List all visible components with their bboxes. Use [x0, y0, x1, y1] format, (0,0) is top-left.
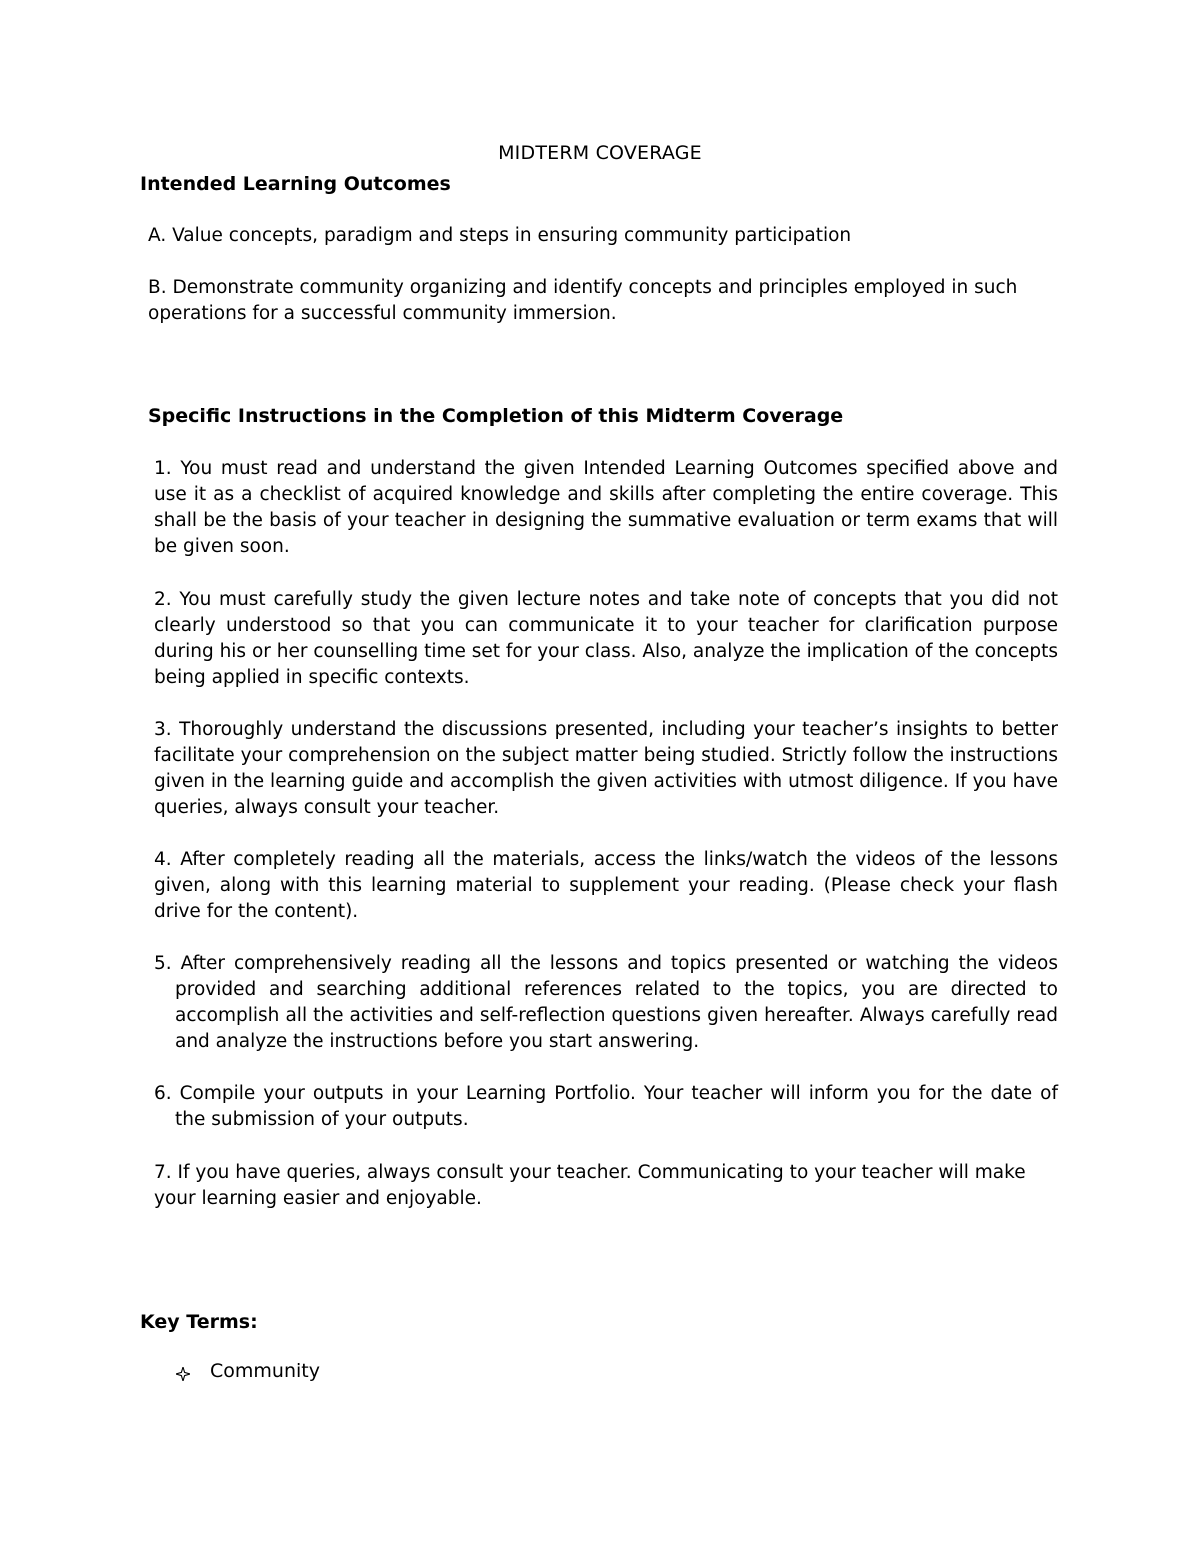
instruction-item-1: 1. You must read and understand the given Intended Learning Outcomes specified above and use it as a checklist of acquired knowledge and skills after completing the entire coverage. This shall be the basis of your teacher in designing the summative evaluation or term exams that will be given soon.: [154, 458, 1058, 557]
ilo-item-a: A. Value concepts, paradigm and steps in ensuring community participation: [148, 225, 852, 246]
instruction-item-6: 6. Compile your outputs in your Learning Portfolio. Your teacher will inform you for the date of the submission of your outputs.: [154, 1083, 1058, 1130]
ilo-heading: Intended Learning Outcomes: [140, 173, 451, 195]
instruction-item-5: 5. After comprehensively reading all the lessons and topics presented or watching the videos provided and searching additional references related to the topics, you are directed to accomplish all the activities and self-reflection questions given hereafter. Always carefully read and analyze the instructions before you start answering.: [154, 953, 1058, 1052]
instruction-item-7: 7. If you have queries, always consult your teacher. Communicating to your teacher will make your learning easier and enjoyable.: [154, 1162, 1026, 1209]
instruction-item-3: 3. Thoroughly understand the discussions presented, including your teacher’s insights to better facilitate your comprehension on the subject matter being studied. Strictly follow the instructions given in the learning guide and accomplish the given activities with utmost diligence. If you have queries, always consult your teacher.: [154, 719, 1058, 818]
ilo-item-b: B. Demonstrate community organizing and identify concepts and principles employed in such operations for a successful community immersion.: [148, 277, 1018, 324]
instruction-item-4: 4. After completely reading all the materials, access the links/watch the videos of the lessons given, along with this learning material to supplement your reading. (Please check your flash drive for the content).: [154, 849, 1058, 922]
key-terms-heading: Key Terms:: [140, 1311, 258, 1333]
instructions-heading: Specific Instructions in the Completion of this Midterm Coverage: [148, 405, 844, 427]
key-term-label: Community: [210, 1360, 320, 1382]
diamond-bullet-icon: [176, 1364, 190, 1378]
instruction-item-2: 2. You must carefully study the given lecture notes and take note of concepts that you did not clearly understood so that you can communicate it to your teacher for clarification purpose during his or her counselling time set for your class. Also, analyze the implication of the concepts being applied in specific contexts.: [154, 589, 1058, 688]
key-term-item: [176, 1360, 320, 1382]
page-title: MIDTERM COVERAGE: [498, 142, 702, 164]
